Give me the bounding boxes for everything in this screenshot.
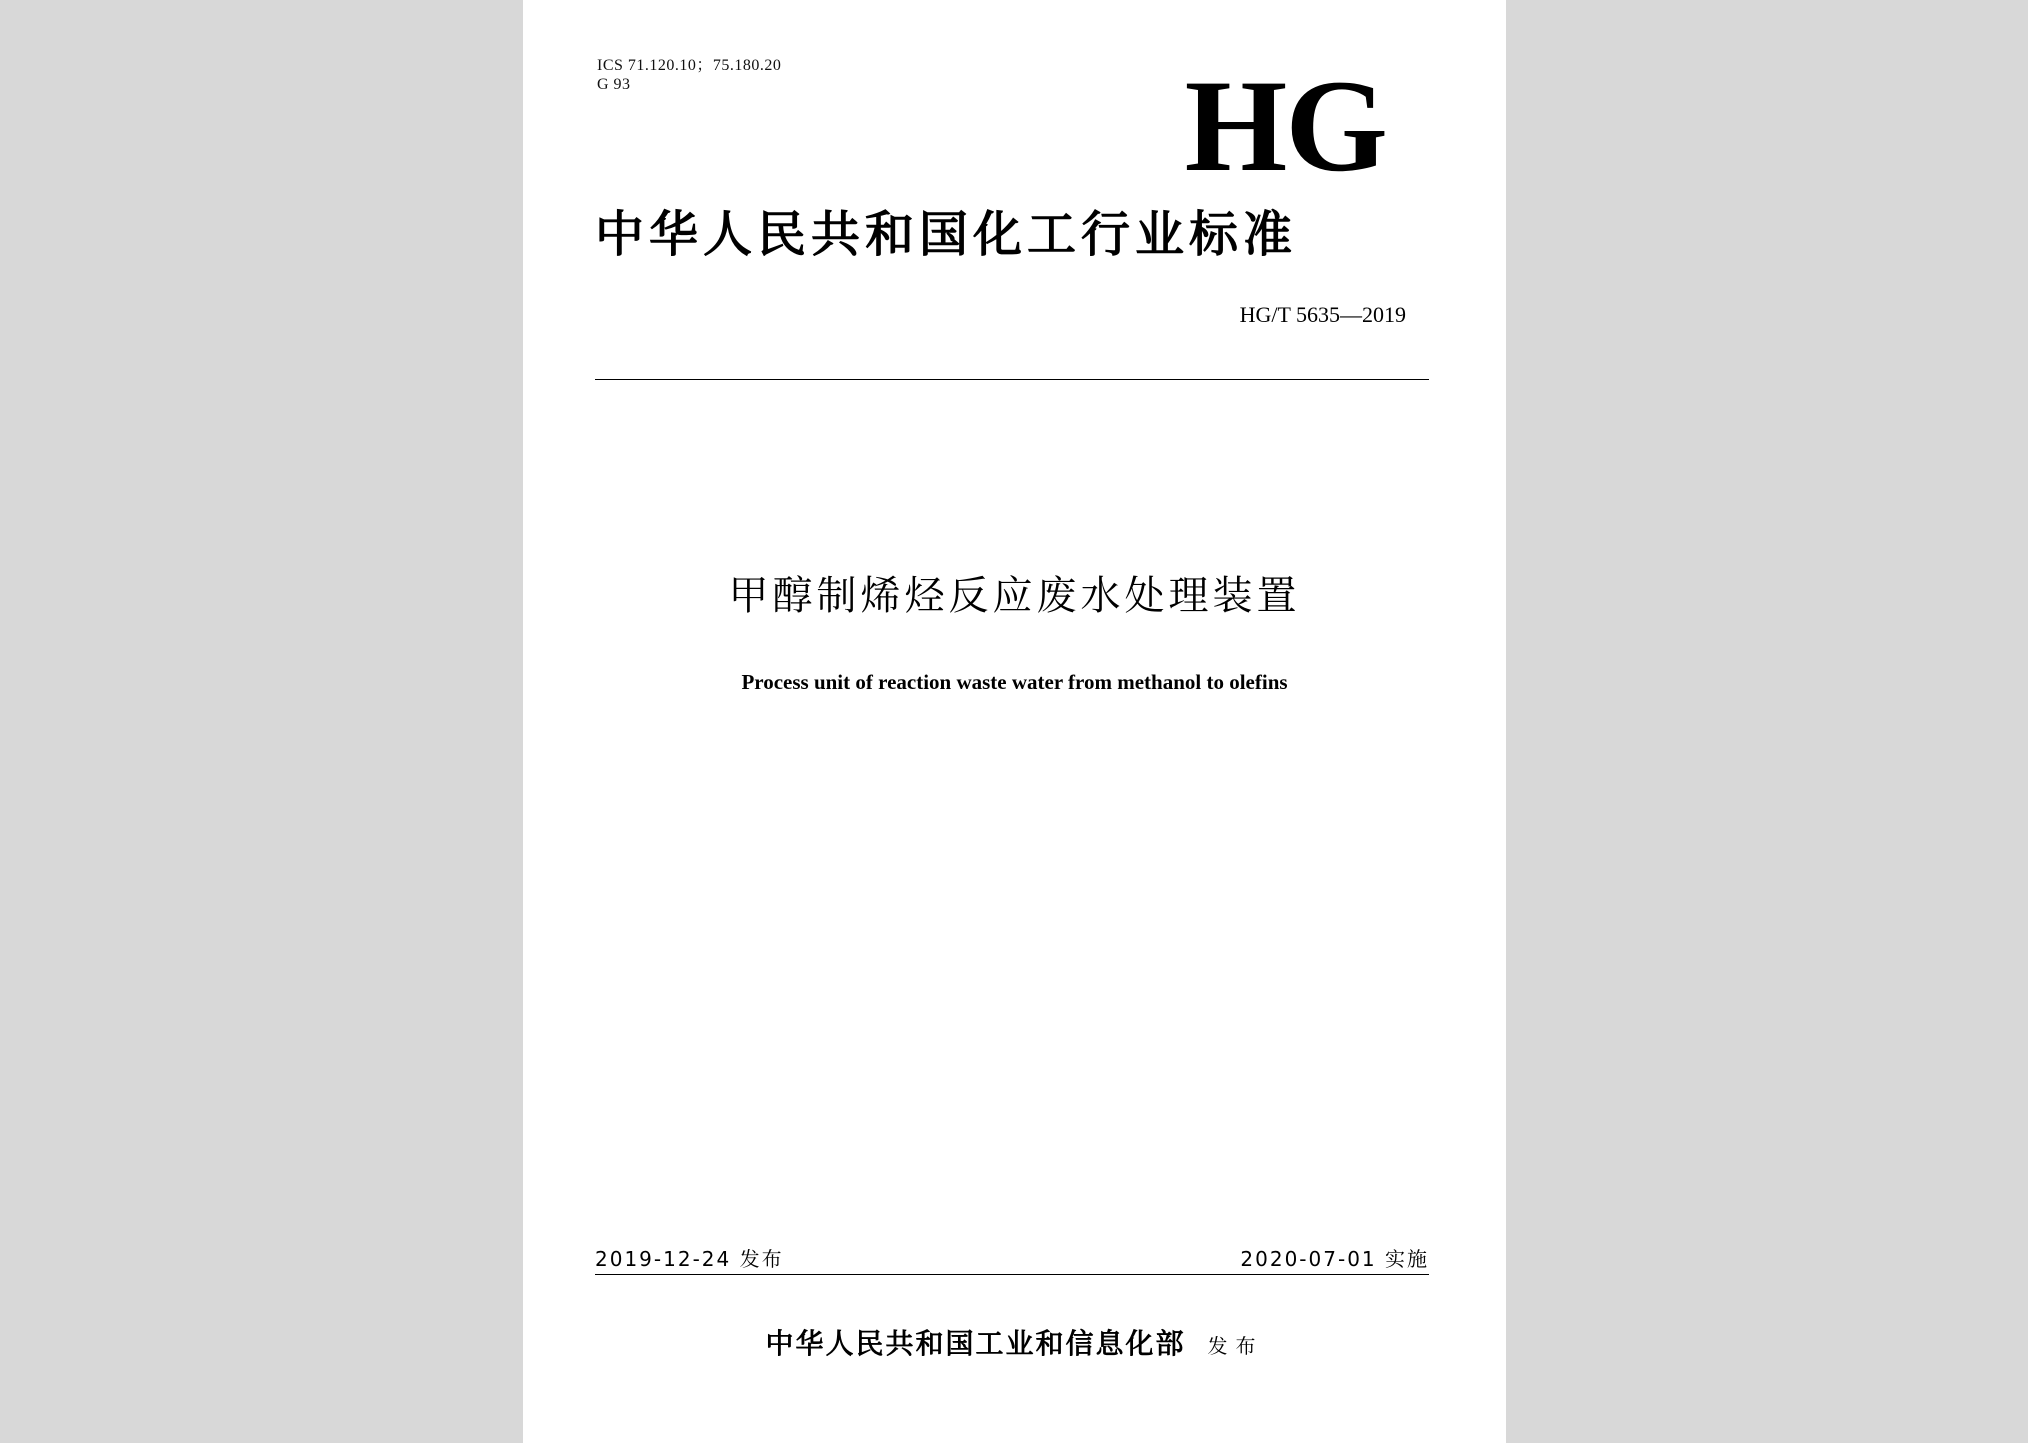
ccs-code: G 93: [597, 76, 631, 93]
standard-type-heading: 中华人民共和国化工行业标准: [595, 206, 1298, 263]
publish-date: 2019-12-24 发布: [595, 1247, 784, 1271]
document-title-chinese: 甲醇制烯烃反应废水处理装置: [728, 573, 1301, 619]
standard-number: HG/T 5635—2019: [1239, 302, 1406, 327]
issuer-action: 发布: [1207, 1334, 1264, 1358]
classification-codes: [597, 56, 781, 94]
footer-divider: [595, 1274, 1429, 1275]
header-divider: [595, 379, 1429, 380]
issuer-name: 中华人民共和国工业和信息化部: [765, 1327, 1186, 1360]
hg-logo: HG: [1184, 52, 1386, 199]
ics-code: ICS 71.120.10；75.180.20: [597, 57, 782, 74]
effective-date: 2020-07-01 实施: [1240, 1247, 1429, 1271]
document-page: [523, 0, 1506, 1443]
document-title-english: Process unit of reaction waste water from methanol to olefins: [741, 670, 1288, 694]
issuer-line: [523, 1322, 1506, 1362]
date-row: [595, 1243, 1429, 1273]
